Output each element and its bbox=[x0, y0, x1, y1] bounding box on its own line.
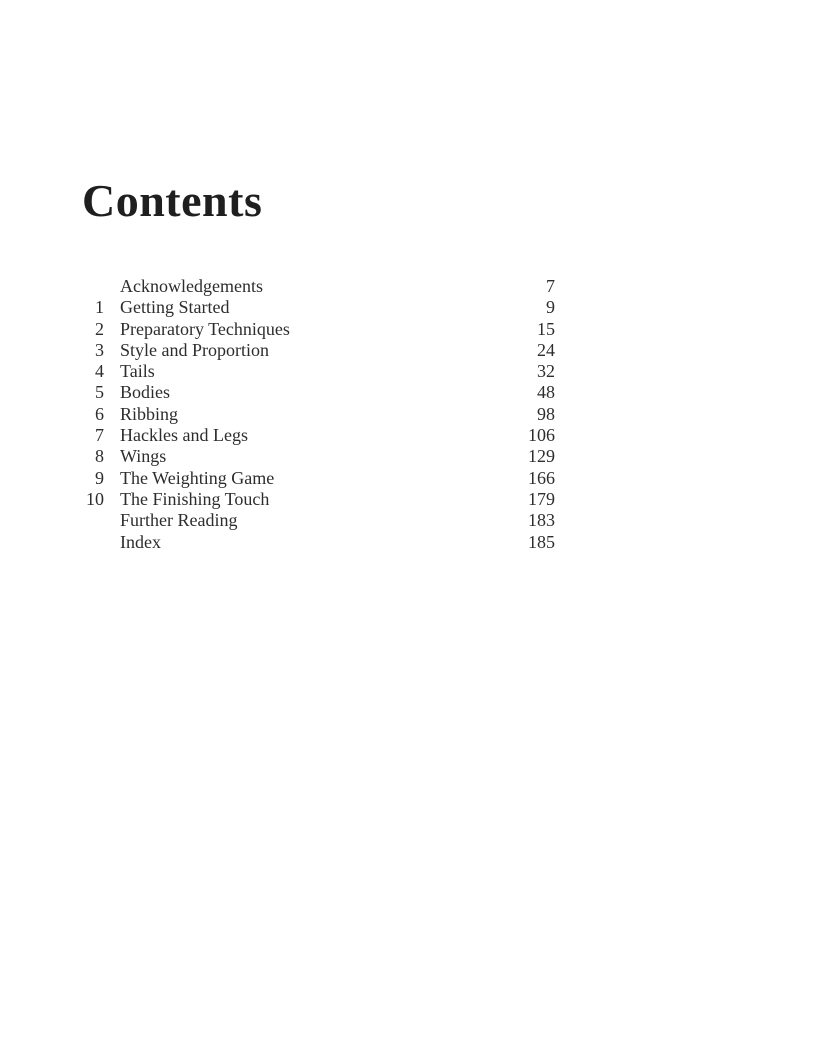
chapter-number: 9 bbox=[95, 467, 104, 488]
toc-entry-index bbox=[78, 532, 558, 553]
table-of-contents bbox=[78, 276, 558, 553]
chapter-title: Ribbing bbox=[120, 403, 179, 424]
chapter-title: Preparatory Techniques bbox=[120, 318, 290, 339]
page-number: 32 bbox=[537, 361, 555, 382]
page-number: 166 bbox=[528, 467, 555, 488]
toc-entry-getting-started bbox=[78, 297, 558, 318]
chapter-number: 2 bbox=[95, 318, 104, 339]
page-title: Contents bbox=[82, 175, 263, 226]
toc-entry-acknowledgements bbox=[78, 276, 558, 297]
chapter-number: 6 bbox=[95, 403, 104, 424]
toc-entry-further-reading bbox=[78, 510, 558, 531]
chapter-number: 4 bbox=[95, 361, 104, 382]
page-number: 48 bbox=[537, 382, 555, 403]
page-number: 129 bbox=[528, 446, 555, 467]
chapter-number: 7 bbox=[95, 425, 104, 446]
page-number: 98 bbox=[537, 403, 555, 424]
chapter-title: Tails bbox=[120, 361, 155, 382]
chapter-title: Index bbox=[120, 531, 161, 552]
page-number: 185 bbox=[528, 531, 555, 552]
chapter-number: 10 bbox=[86, 488, 104, 509]
chapter-title: Bodies bbox=[120, 382, 171, 403]
toc-entry-preparatory-techniques bbox=[78, 319, 558, 340]
toc-entry-bodies bbox=[78, 382, 558, 403]
toc-entry-style-and-proportion bbox=[78, 340, 558, 361]
toc-entry-wings bbox=[78, 446, 558, 467]
chapter-number: 1 bbox=[95, 297, 104, 318]
chapter-title: Hackles and Legs bbox=[120, 425, 248, 446]
chapter-number: 8 bbox=[95, 446, 104, 467]
chapter-title: The Weighting Game bbox=[120, 467, 275, 488]
chapter-title: The Finishing Touch bbox=[120, 488, 270, 509]
page-number: 7 bbox=[546, 276, 555, 296]
toc-entry-the-finishing-touch bbox=[78, 489, 558, 510]
toc-entry-the-weighting-game bbox=[78, 468, 558, 489]
page-number: 24 bbox=[537, 339, 555, 360]
toc-entry-ribbing bbox=[78, 404, 558, 425]
page-number: 106 bbox=[528, 425, 555, 446]
page-number: 9 bbox=[546, 297, 555, 318]
page-number: 179 bbox=[528, 488, 555, 509]
toc-entry-tails bbox=[78, 361, 558, 382]
toc-entry-hackles-and-legs bbox=[78, 425, 558, 446]
chapter-number: 5 bbox=[95, 382, 104, 403]
chapter-title: Further Reading bbox=[120, 510, 238, 531]
page-number: 183 bbox=[528, 510, 555, 531]
chapter-title: Style and Proportion bbox=[120, 339, 269, 360]
chapter-title: Acknowledgements bbox=[120, 276, 263, 296]
chapter-number: 3 bbox=[95, 339, 104, 360]
chapter-title: Getting Started bbox=[120, 297, 230, 318]
chapter-title: Wings bbox=[120, 446, 167, 467]
page-number: 15 bbox=[537, 318, 555, 339]
